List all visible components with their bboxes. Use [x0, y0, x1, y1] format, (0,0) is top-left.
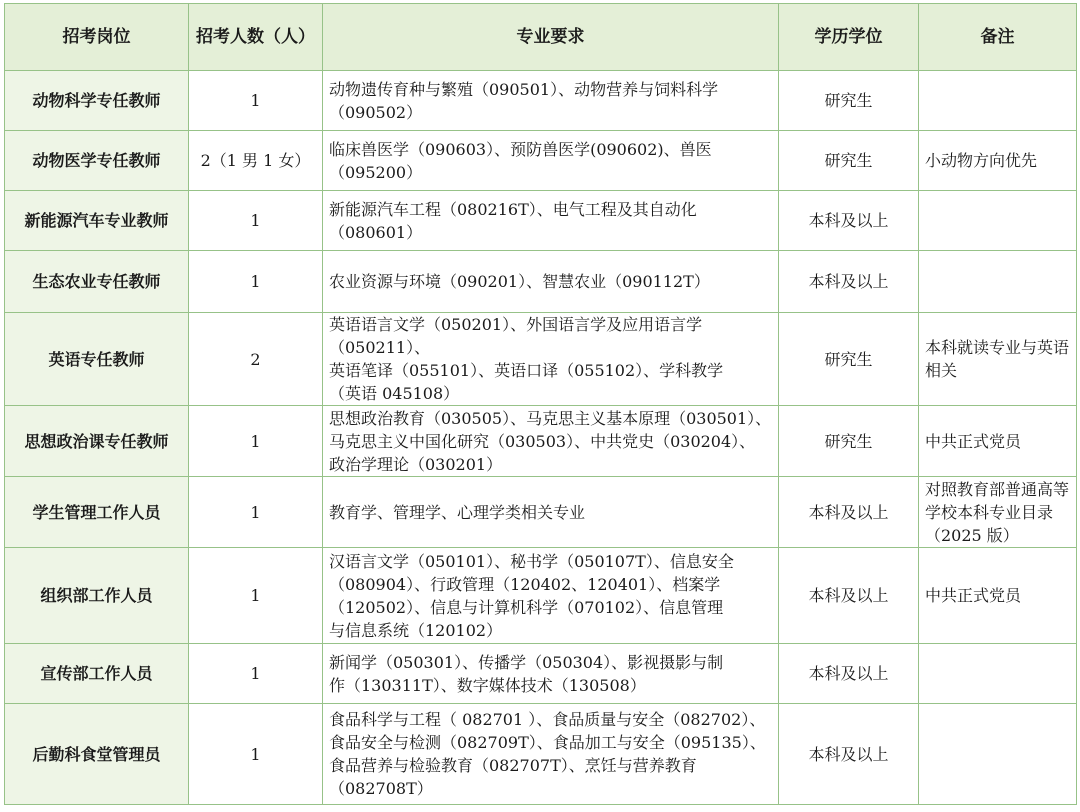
note-cell	[919, 644, 1077, 704]
note-cell	[919, 71, 1077, 131]
position-cell: 生态农业专任教师	[5, 251, 189, 313]
major-cell	[323, 406, 779, 477]
major-cell	[323, 704, 779, 805]
degree-cell: 本科及以上	[779, 704, 919, 805]
count-cell: 1	[189, 406, 323, 477]
major-line: 英语笔译（055101）、英语口译（055102）、学科教学	[329, 361, 724, 380]
major-line: 马克思主义中国化研究（030503）、中共党史（030204）、	[329, 431, 756, 451]
major-line: 食品科学与工程（ 082701 ）、食品质量与安全（082702）、	[329, 710, 766, 729]
degree-cell: 研究生	[779, 71, 919, 131]
table-row	[5, 191, 1077, 251]
note-cell: 本科就读专业与英语相关	[919, 313, 1077, 406]
major-line: （080601）	[329, 222, 423, 242]
major-line: （082708T）	[329, 779, 433, 798]
degree-cell: 本科及以上	[779, 644, 919, 704]
major-line: 与信息系统（120102）	[329, 620, 503, 640]
major-line: 新能源汽车工程（080216T）、电气工程及其自动化	[329, 199, 697, 219]
note-cell	[919, 704, 1077, 805]
count-cell: 2	[189, 313, 323, 406]
count-cell: 1	[189, 644, 323, 704]
major-line: 动物遗传育种与繁殖（090501）、动物营养与饲料科学	[329, 79, 719, 99]
major-line: 农业资源与环境（090201）、智慧农业（090112T）	[329, 272, 710, 291]
position-cell: 组织部工作人员	[5, 548, 189, 644]
count-cell: 1	[189, 704, 323, 805]
major-cell	[323, 644, 779, 704]
major-line: （050211）、	[329, 338, 431, 357]
degree-cell: 本科及以上	[779, 477, 919, 548]
note-cell	[919, 251, 1077, 313]
major-cell	[323, 548, 779, 644]
position-cell: 新能源汽车专业教师	[5, 191, 189, 251]
recruitment-table	[4, 3, 1077, 805]
table-row	[5, 251, 1077, 313]
major-cell	[323, 131, 779, 191]
major-line: 临床兽医学（090603）、预防兽医学(090602)、兽医	[329, 139, 712, 159]
count-cell: 2（1 男 1 女）	[189, 131, 323, 191]
major-cell	[323, 71, 779, 131]
table-row	[5, 477, 1077, 548]
header-row	[5, 4, 1077, 71]
header-note: 备注	[919, 4, 1077, 71]
major-line: （080904）、行政管理（120402、120401）、档案学	[329, 574, 721, 594]
major-line: （090502）	[329, 102, 423, 122]
degree-cell: 本科及以上	[779, 548, 919, 644]
major-line: 教育学、管理学、心理学类相关专业	[329, 502, 586, 522]
major-line: 英语语言文学（050201）、外国语言学及应用语言学	[329, 315, 703, 334]
major-line: （英语 045108）	[329, 384, 460, 403]
table-row	[5, 548, 1077, 644]
major-line: 汉语言文学（050101）、秘书学（050107T）、信息安全	[329, 551, 734, 571]
major-line: （095200）	[329, 162, 423, 182]
note-cell: 小动物方向优先	[919, 131, 1077, 191]
major-cell	[323, 251, 779, 313]
header-degree: 学历学位	[779, 4, 919, 71]
position-cell: 英语专任教师	[5, 313, 189, 406]
count-cell: 1	[189, 477, 323, 548]
note-cell: 对照教育部普通高等学校本科专业目录 （2025 版）	[919, 477, 1077, 548]
note-cell: 中共正式党员	[919, 548, 1077, 644]
degree-cell: 本科及以上	[779, 251, 919, 313]
table-row	[5, 313, 1077, 406]
major-cell	[323, 313, 779, 406]
major-cell	[323, 477, 779, 548]
header-major: 专业要求	[323, 4, 779, 71]
degree-cell: 研究生	[779, 406, 919, 477]
position-cell: 动物科学专任教师	[5, 71, 189, 131]
count-cell: 1	[189, 548, 323, 644]
note-cell: 中共正式党员	[919, 406, 1077, 477]
major-line: 食品安全与检测（082709T）、食品加工与安全（095135）、	[329, 733, 766, 752]
count-cell: 1	[189, 251, 323, 313]
header-position: 招考岗位	[5, 4, 189, 71]
position-cell: 思想政治课专任教师	[5, 406, 189, 477]
header-count: 招考人数（人）	[189, 4, 323, 71]
table-row	[5, 704, 1077, 805]
position-cell: 宣传部工作人员	[5, 644, 189, 704]
major-line: 新闻学（050301）、传播学（050304）、影视摄影与制	[329, 652, 724, 672]
position-cell: 学生管理工作人员	[5, 477, 189, 548]
note-cell	[919, 191, 1077, 251]
degree-cell: 本科及以上	[779, 191, 919, 251]
major-cell	[323, 191, 779, 251]
major-line: 食品营养与检验教育（082707T）、烹饪与营养教育	[329, 756, 697, 775]
table-row	[5, 71, 1077, 131]
degree-cell: 研究生	[779, 131, 919, 191]
position-cell: 动物医学专任教师	[5, 131, 189, 191]
major-line: 政治学理论（030201）	[329, 454, 503, 474]
table-row	[5, 644, 1077, 704]
degree-cell: 研究生	[779, 313, 919, 406]
major-line: 作（130311T）、数字媒体技术（130508）	[329, 675, 646, 695]
table-row	[5, 131, 1077, 191]
major-line: （120502）、信息与计算机科学（070102）、信息管理	[329, 597, 724, 617]
position-cell: 后勤科食堂管理员	[5, 704, 189, 805]
count-cell: 1	[189, 191, 323, 251]
table-body	[5, 71, 1077, 805]
table-row	[5, 406, 1077, 477]
major-line: 思想政治教育（030505）、马克思主义基本原理（030501）、	[329, 408, 772, 428]
count-cell: 1	[189, 71, 323, 131]
